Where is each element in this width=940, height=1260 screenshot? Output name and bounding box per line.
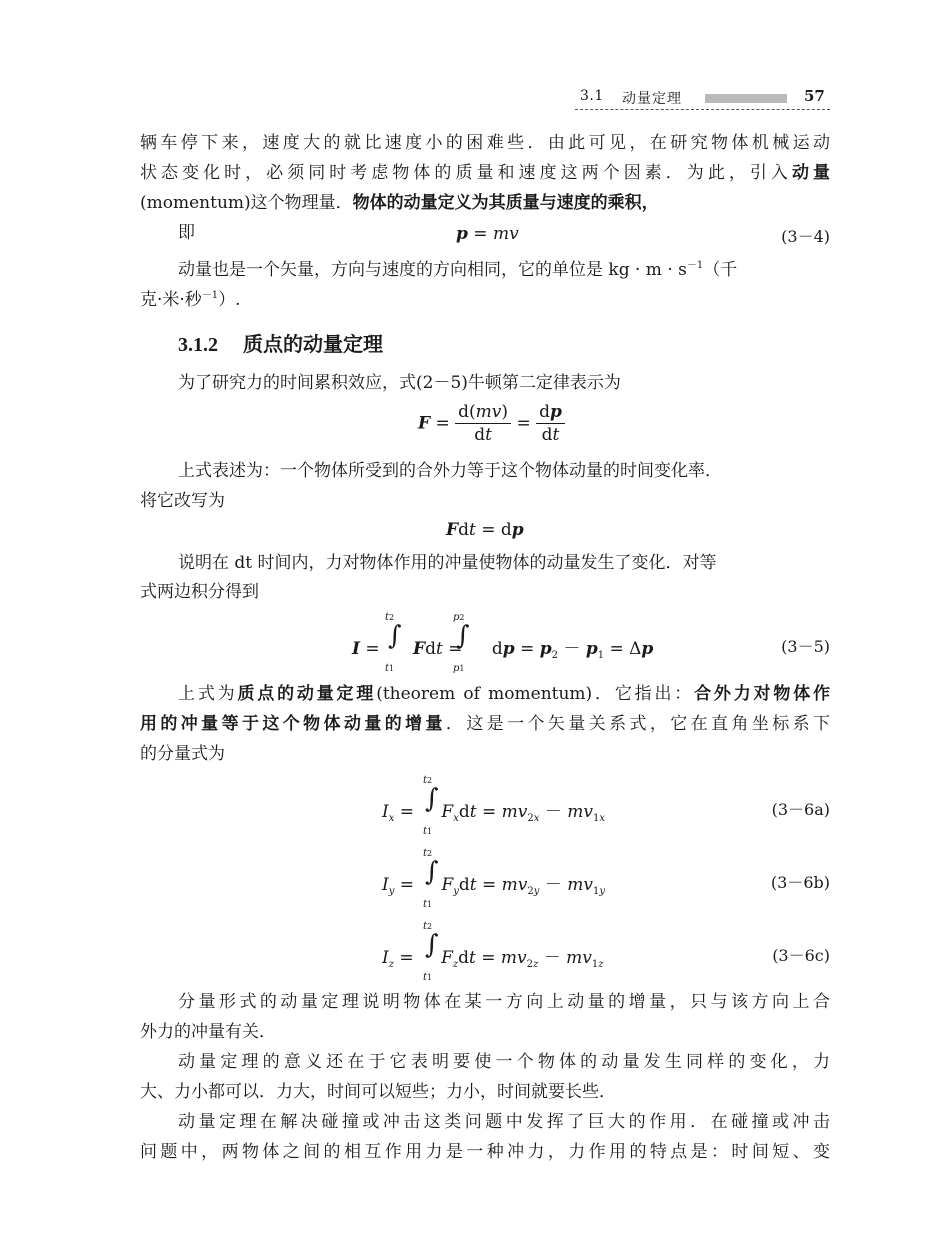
text-line: 为了研究力的时间累积效应，式(2－5)牛顿第二定律表示为	[178, 373, 621, 393]
text-line: (momentum)这个物理量．物体的动量定义为其质量与速度的乘积，	[140, 193, 659, 213]
integral-sign: ∫	[388, 621, 402, 651]
text-line: 状态变化时，必须同时考虑物体的质量和速度这两个因素．为此，引入动量	[140, 163, 830, 183]
text-line: 分量形式的动量定理说明物体在某一方向上动量的增量，只与该方向上合	[178, 992, 830, 1012]
page-number: 57	[804, 87, 825, 105]
textbook-page: 3.1 动量定理 57 辆车停下来，速度大的就比速度小的困难些．由此可见，在研究物体机械运动 状态变化时，必须同时考虑物体的质量和速度这两个因素．为此，引入动量 (momentum)这个物理量．物体的动量定义为其质量与速度的乘积， 即 p = mv (3－4) 动量也是一个矢量，方向与速度的方向相同，它的单位是 kg · $m \cdot s^{-1}$（千 克·米·秒$^{-1}$）. 3.1.2 质点的动量定理 为了研究力的时间累积效应，式(2－5)牛顿第二定律表示为 F = $\frac{d(mv)}{dt}$ = $\frac{dp}{dt}$ 上式表述为：一个物体所受到的合外力等于这个物体动量的时间变化率． 将它改写为 Fdt = dp 说明在 dt 时间内，力对物体作用的冲量使物体的动量发生了变化．对等 式两边积分得到 t2 p2 ∫ ∫ t1 p1 I = Fdt = dp = $p_2 - p_1 = \Delta p$ (3－5) 上式为质点的动量定理(theorem of momentum)．它指出：合外力对物体作 用的冲量等于这个物体动量的增量．这是一个矢量关系式，它在直角坐标系下 的分量式为 t2 ∫ t1 $I_x = F_xdt = mv_{2x} - mv_{1x}$ (3－6a) t2 ∫ t1 $I_y = F_ydt = mv_{2y} - mv_{1y}$ (3－6b) t2 ∫ t1 $I_z = F_zdt = mv_{2z} - mv_{1z}$ (3－6c) 分量形式的动量定理说明物体在某一方向上动量的增量，只与该方向上合 外力的冲量有关． 动量定理的意义还在于它表明要使一个物体的动量发生同样的变化，力 大、力小都可以．力大，时间可以短些；力小，时间就要长些． 动量定理在解决碰撞或冲击这类问题中发挥了巨大的作用．在碰撞或冲击 问题中，两物体之间的相互作用力是一种冲力，力作用的特点是：时间短、变	[140, 87, 831, 1162]
equation-3-4: p = mv	[456, 224, 519, 244]
header-decorative-bar	[705, 94, 787, 103]
section-number: 3.1.2	[178, 334, 218, 356]
equation-impulse-differential: Fdt = dp	[446, 520, 524, 540]
momentum-definition: 物体的动量定义为其质量与速度的乘积，	[352, 193, 659, 213]
text-line: 上式表述为：一个物体所受到的合外力等于这个物体动量的时间变化率．	[178, 461, 722, 481]
text-line: 动量定理在解决碰撞或冲击这类问题中发挥了巨大的作用．在碰撞或冲击	[178, 1112, 830, 1132]
text-line: 外力的冲量有关．	[140, 1022, 276, 1042]
equation-label: (3－5)	[781, 637, 830, 656]
text-line: 将它改写为	[140, 491, 225, 511]
text-line: 大、力小都可以．力大，时间可以短些；力小，时间就要长些．	[140, 1082, 616, 1102]
text-line: 问题中，两物体之间的相互作用力是一种冲力，力作用的特点是：时间短、变	[140, 1142, 830, 1162]
text-line: 说明在 dt 时间内，力对物体作用的冲量使物体的动量发生了变化．对等	[178, 553, 717, 573]
text-line: 辆车停下来，速度大的就比速度小的困难些．由此可见，在研究物体机械运动	[140, 133, 830, 153]
integral-sign: ∫	[456, 621, 470, 651]
header-rule	[575, 109, 830, 110]
section-title: 质点的动量定理	[242, 332, 383, 356]
text-line: 用的冲量等于这个物体动量的增量．这是一个矢量关系式，它在直角坐标系下	[140, 714, 831, 734]
text-line: 上式为质点的动量定理(theorem of momentum)．它指出：合外力对物体作	[178, 684, 831, 704]
header-section-title: 动量定理	[622, 91, 682, 107]
equation-newton-second-law: F = $\frac{d(mv)}{dt}$ = $\frac{dp}{dt}$	[418, 403, 565, 444]
section-heading	[178, 328, 383, 357]
term-momentum-theorem: 质点的动量定理	[237, 684, 377, 704]
equation-label: (3－6b)	[770, 873, 830, 892]
equation-label: (3－6c)	[772, 946, 830, 965]
text-line: 的分量式为	[140, 744, 225, 764]
text-line: 式两边积分得到	[140, 582, 259, 602]
term-momentum: 动量	[791, 163, 830, 183]
text-line: 动量也是一个矢量，方向与速度的方向相同，它的单位是 kg · $m \cdot s^{-1}$（千	[178, 260, 738, 280]
text-line: 克·米·秒$^{-1}$）.	[140, 290, 241, 310]
equation-label: (3－4)	[781, 227, 830, 246]
equation-label: (3－6a)	[771, 800, 830, 819]
text-line: 即	[178, 223, 195, 243]
header-section-number: 3.1	[580, 88, 604, 104]
running-header	[560, 88, 830, 110]
text-line: 动量定理的意义还在于它表明要使一个物体的动量发生同样的变化，力	[178, 1052, 830, 1072]
